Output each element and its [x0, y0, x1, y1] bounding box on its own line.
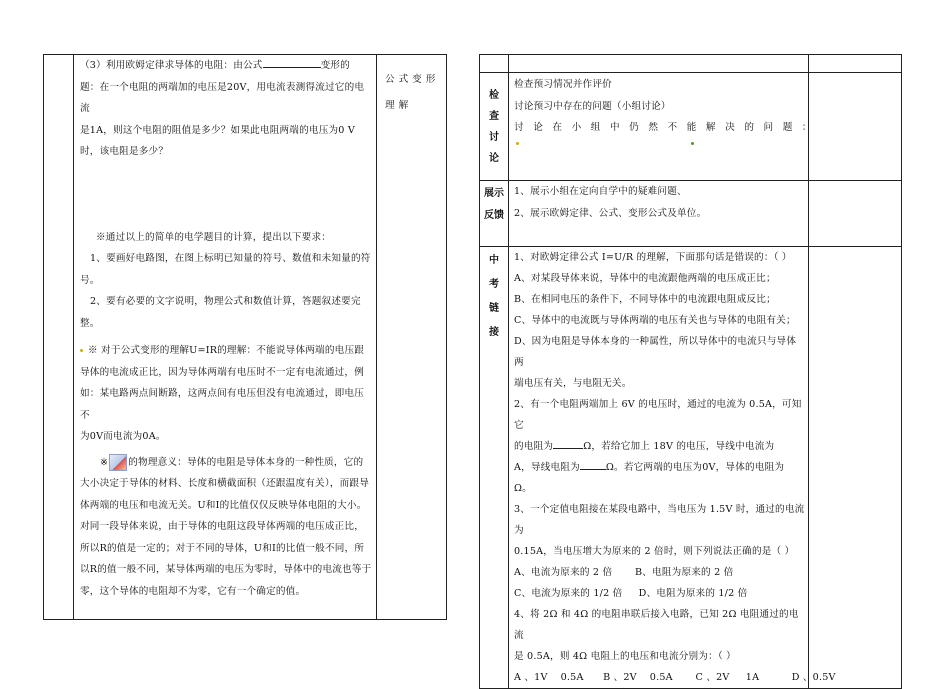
note-r-line4: 对同一段导体来说，由于导体的电阻这段导体两端的电压成正比，: [80, 521, 365, 532]
q3-line1: 3、一个定值电阻接在某段电路中，当电压为 1.5V 时，通过的电流为: [514, 504, 805, 536]
q4-line2: 是 0.5A，则 4Ω 电阻上的电压和电流分别为：（ ）: [514, 651, 736, 662]
marker-dot: [691, 142, 694, 145]
formula-image-icon: [109, 454, 127, 471]
note-r-line6: 以R的值一般不同，某导体两端的电压为零时，导体中的电流也等于: [80, 564, 372, 575]
q2-line2-pre: 的电阻为: [514, 441, 554, 452]
marker-dot: [80, 349, 83, 352]
requirement-1-line2: 号。: [80, 274, 100, 286]
note-uir-line2: 导体的电流成正比，因为导体两端有电压时不一定有电流通过，例: [80, 366, 365, 378]
q1-option-d-line2: 端电压有关，与电阻无关。: [514, 378, 632, 389]
note-r-line1: 的物理意义：导体的电阻是导体本身的一种性质，它的: [128, 456, 364, 468]
requirement-2-line2: 整。: [80, 317, 100, 329]
q4-options: A 、1V 0.5A B 、2V 0.5A C 、2V 1A D 、0.5V: [514, 672, 836, 683]
left-content-cell: [74, 55, 377, 620]
note-r-line7: 零，这个导体的电阻却不为零，它有一个确定的值。: [80, 585, 306, 597]
left-margin-cell: [44, 55, 74, 620]
q3-options-cd: C、电流为原来的 1/2 倍 D、电阻为原来的 1/2 倍: [514, 588, 748, 599]
q2-line3-mid: Ω。若它两端的电压为0V，导体的电阻为: [605, 462, 785, 473]
question-line3: 是1A，则这个电阻的阻值是多少？如果此电阻两端的电压为0 V: [80, 124, 355, 136]
q3-line2: 0.15A，当电压增大为原来的 2 倍时，则下列说法正确的是（ ）: [514, 546, 795, 557]
feedback-line1: 1、展示小组在定向自学中的疑难问题、: [514, 186, 687, 197]
side-note-cell: [377, 55, 447, 620]
formula-question-line1: （3）利用欧姆定律求导体的电阻：由公式: [80, 60, 263, 71]
check-line1: 检查预习情况并作评价: [514, 79, 612, 90]
section-exam-link-content: [509, 247, 836, 689]
q1-option-d-line1: D、因为电阻是导体本身的一种属性，所以导体中的电流只与导体两: [514, 336, 797, 368]
q2-line3-pre: A，导线电阻为: [514, 462, 580, 473]
formula-question-line1b: 变形的: [320, 60, 350, 71]
note-uir-line3: 如：某电路两点间断路，这两点间有电压但没有电流通过，即电压不: [80, 388, 365, 421]
section-show-feedback-header: 展示 反馈: [480, 181, 509, 247]
requirement-1-line1: 1、要画好电路图，在图上标明已知量的符号、数值和未知量的符: [90, 253, 371, 264]
section-check-discuss-header: 检 查 讨 论: [480, 73, 509, 181]
section-show-feedback-content: [509, 181, 809, 247]
check-line3: 讨论在小组中仍然不能解决的问题：: [514, 122, 822, 133]
side-note: 公式变形理解: [385, 74, 440, 111]
note-r-prefix: ※: [100, 456, 109, 468]
section-exam-link-header: 中 考 链 接: [480, 247, 509, 689]
q2-line4: Ω。: [514, 483, 532, 494]
question-line2: 题：在一个电阻的两端加的电压是20V，用电流表测得流过它的电流: [80, 81, 365, 114]
note-uir-line4: 为0V而电流为0A。: [80, 431, 166, 442]
check-line2: 讨论预习中存在的问题（小组讨论）: [514, 100, 671, 112]
note-uir-line1: ※ 对于公式变形的理解U=IR的理解：不能说导体两端的电压跟: [88, 345, 365, 356]
note-r-line2: 大小决定于导体的材料、长度和横截面积（还跟温度有关），而跟导: [80, 478, 370, 489]
question-line4: 时，该电阻是多少？: [80, 146, 169, 157]
q3-options-ab: A、电流为原来的 2 倍 B、电阻为原来的 2 倍: [514, 567, 734, 578]
q1-option-c: C、导体中的电流既与导体两端的电压有关也与导体的电阻有关；: [514, 315, 796, 326]
fill-blank[interactable]: [580, 457, 606, 470]
q1-stem: 1、对欧姆定律公式 I=U/R 的理解，下面那句话是错误的：（ ）: [514, 252, 792, 263]
left-table: [43, 54, 447, 620]
q4-line1: 4、将 2Ω 和 4Ω 的电阻串联后接入电路，已知 2Ω 电阻通过的电流: [514, 609, 799, 641]
q2-line2-mid: Ω，若给它加上 18V 的电压，导线中电流为: [583, 441, 775, 452]
q1-option-b: B、在相同电压的条件下，不同导体中的电流跟电阻成反比；: [514, 294, 776, 305]
note-r-line5: 所以R的值是一定的；对于不同的导体，U和I的比值一般不同，所: [80, 542, 365, 554]
q2-line1: 2、有一个电阻两端加上 6V 的电压时，通过的电流为 0.5A，可知它: [514, 399, 802, 431]
requirement-2-line1: 2、要有必要的文字说明，物理公式和数值计算，答题叙述要完: [90, 296, 361, 307]
fill-blank[interactable]: [553, 436, 583, 449]
marker-dot: [516, 142, 519, 145]
right-table: [479, 54, 902, 689]
requirements-intro: ※通过以上的简单的电学题目的计算，提出以下要求：: [96, 231, 332, 243]
feedback-line2: 2、展示欧姆定律、公式、变形公式及单位。: [514, 207, 707, 219]
q1-option-a: A、对某段导体来说，导体中的电流跟他两端的电压成正比；: [514, 273, 776, 284]
note-r-line3: 体两端的电压和电流无关。U和I的比值仅仅反映导体电阻的大小。: [80, 499, 367, 511]
section-check-discuss-content: [509, 73, 822, 181]
fill-blank[interactable]: [263, 55, 321, 68]
